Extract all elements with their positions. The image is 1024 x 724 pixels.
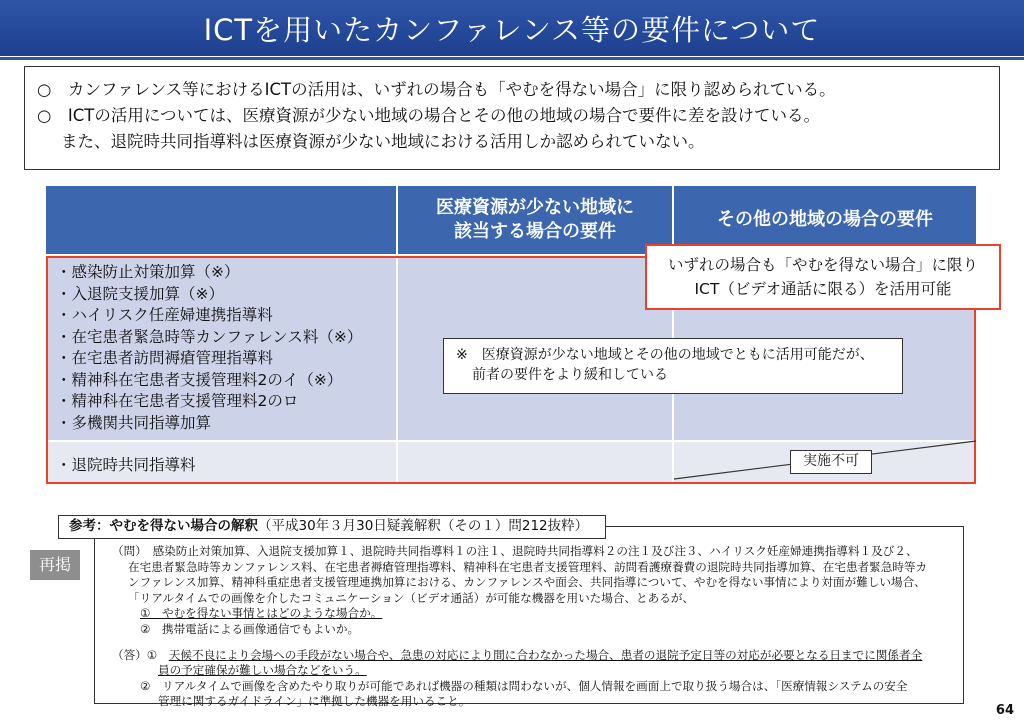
list-item: ・感染防止対策加算（※）: [56, 263, 240, 281]
list-item: ・精神科在宅患者支援管理料2のイ（※）: [56, 370, 343, 389]
list-item: ・多機関共同指導加算: [56, 413, 212, 432]
question-line: ンファレンス加算、精神科重症患者支援管理連携加算における、カンファレンスや面会、共同指導について、やむを得ない事情により対面が難しい場合、: [128, 575, 926, 590]
question-line: 感染防止対策加算、入退院支援加算１、退院時共同指導料１の注１、退院時共同指導料２の注１及び注３、ハイリスク妊産婦連携指導料１及び２、: [152, 544, 918, 558]
not-available-label: 実施不可: [790, 450, 872, 474]
list-item: ・在宅患者緊急時等カンファレンス料（※）: [56, 327, 363, 346]
list-item: ・入退院支援加算（※）: [56, 284, 224, 303]
answer-sub-2: ② リアルタイムで画像を含めたやり取りが可能であれば機器の種類は問わないが、個人情報を画面上で取り扱う場合は、「医療情報システムの安全: [140, 678, 908, 693]
summary-bullet-1: ○ カンファレンス等におけるICTの活用は、いずれの場合も「やむを得ない場合」に限り認められている。: [37, 80, 836, 99]
header-cell-blank: [46, 186, 396, 254]
reference-heading-bold: 参考：やむを得ない場合の解釈: [69, 518, 258, 534]
summary-box: [24, 66, 1000, 170]
answer-sub-2-continued: 管理に関するガイドライン」に準拠した機器を用いること。: [158, 694, 471, 709]
answer-label: （答）①: [112, 647, 158, 662]
last-item-label: ・退院時共同指導料: [56, 456, 196, 474]
summary-bullet-2: ○ ICTの活用については、医療資源が少ない地域の場合とその他の地域の場合で要件に差を設けている。: [37, 106, 821, 125]
list-item: ・精神科在宅患者支援管理料2のロ: [56, 392, 299, 410]
red-note-line1: いずれの場合も「やむを得ない場合」に限り: [667, 256, 978, 274]
list-item: ・ハイリスク任産婦連携指導料: [56, 306, 273, 324]
reference-heading: [58, 515, 606, 539]
question-label: （問）: [112, 544, 141, 558]
header-low-resource-line1: 医療資源が少ない地域に: [436, 197, 634, 218]
header-low-resource-line2: 該当する場合の要件: [454, 221, 616, 242]
title-bar: [0, 0, 1024, 56]
header-other-label: その他の地域の場合の要件: [717, 209, 933, 230]
question-line: 「リアルタイムでの画像を介したコミュニケーション（ビデオ通話）が可能な機器を用いた場合、とあるが、: [128, 590, 695, 605]
answer-line: 天候不良により会場への手段がない場合や、急患の対応により間に合わなかった場合、患者の退院予定日等の対応が必要となる日までに関係者全: [168, 647, 923, 662]
page-number: 64: [995, 703, 1014, 718]
note-line1: ※ 医療資源が少ない地域とその他の地域でともに活用可能だが、: [456, 347, 874, 363]
answer-line: 員の予定確保が難しい場合などをいう。: [158, 663, 367, 678]
header-cell-low-resource: [398, 186, 672, 254]
reprint-badge: 再掲: [30, 550, 80, 580]
qa-text: [112, 544, 927, 710]
page-title: ICTを用いたカンファレンス等の要件について: [203, 12, 821, 47]
red-note-line2: ICT（ビデオ通話に限る）を活用可能: [694, 280, 952, 298]
title-underline: [0, 57, 1024, 60]
note-line2: 前者の要件をより緩和している: [472, 367, 668, 383]
question-sub-1: ① やむを得ない事情とはどのような場合か。: [140, 606, 383, 621]
summary-bullet-2-continued: また、退院時共同指導料は医療資源が少ない地域における活用しか認められていない。: [61, 132, 705, 151]
reference-heading-source: （平成30年３月30日疑義解釈（その１）問212抜粋）: [258, 518, 589, 534]
question-line: 在宅患者緊急時等カンファレンス料、在宅患者褥瘡管理指導料、精神科在宅患者支援管理料、訪問看護療養費の退院時共同指導加算、在宅患者緊急時等カ: [128, 559, 928, 574]
list-item: ・在宅患者訪問褥瘡管理指導料: [56, 349, 274, 367]
question-sub-2: ② 携帯電話による画像通信でもよいか。: [140, 621, 360, 636]
red-note-box: [645, 244, 1001, 310]
asterisk-note-box: [443, 338, 903, 394]
